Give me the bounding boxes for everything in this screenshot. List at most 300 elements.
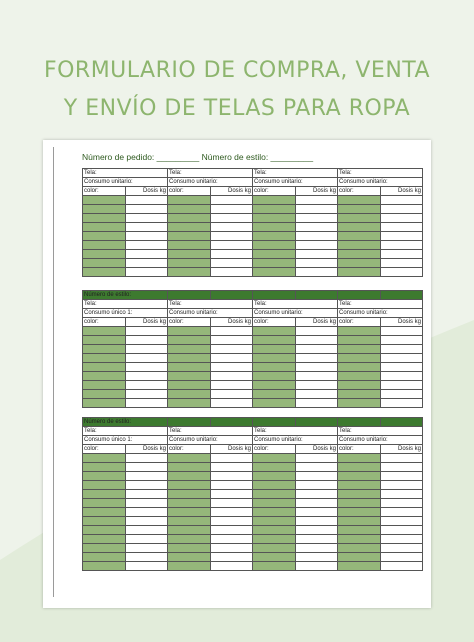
fabric-row <box>83 169 423 178</box>
dose-cell[interactable] <box>295 372 338 381</box>
color-cell[interactable] <box>338 517 381 526</box>
dose-cell[interactable] <box>380 526 423 535</box>
color-cell[interactable] <box>253 327 296 336</box>
dose-cell[interactable] <box>380 223 423 232</box>
dose-header: Dosis kg <box>210 445 253 454</box>
data-row <box>83 196 423 205</box>
color-cell[interactable] <box>338 354 381 363</box>
color-cell[interactable] <box>253 499 296 508</box>
dose-cell[interactable] <box>210 481 253 490</box>
color-cell[interactable] <box>253 345 296 354</box>
dose-cell[interactable] <box>125 214 168 223</box>
dose-cell[interactable] <box>125 268 168 277</box>
color-cell[interactable] <box>168 454 211 463</box>
color-cell[interactable] <box>168 223 211 232</box>
dose-cell[interactable] <box>295 399 338 408</box>
color-cell[interactable] <box>83 481 126 490</box>
dose-header: Dosis kg <box>295 318 338 327</box>
dose-cell[interactable] <box>125 517 168 526</box>
color-cell[interactable] <box>338 381 381 390</box>
dose-cell[interactable] <box>210 363 253 372</box>
color-cell[interactable] <box>253 526 296 535</box>
color-cell[interactable] <box>168 490 211 499</box>
dose-cell[interactable] <box>380 354 423 363</box>
color-cell[interactable] <box>168 214 211 223</box>
color-cell[interactable] <box>168 562 211 571</box>
color-cell[interactable] <box>83 354 126 363</box>
data-row <box>83 562 423 571</box>
consumption-field[interactable]: Consumo unitario: <box>253 178 338 187</box>
color-cell[interactable] <box>83 268 126 277</box>
color-cell[interactable] <box>168 390 211 399</box>
dose-cell[interactable] <box>125 372 168 381</box>
dose-cell[interactable] <box>210 250 253 259</box>
consumption-field[interactable]: Consumo unitario: <box>168 178 253 187</box>
color-cell[interactable] <box>338 196 381 205</box>
data-row <box>83 390 423 399</box>
dose-cell[interactable] <box>380 535 423 544</box>
color-cell[interactable] <box>83 223 126 232</box>
fabric-field[interactable]: Tela: <box>83 169 168 178</box>
color-cell[interactable] <box>168 481 211 490</box>
dose-cell[interactable] <box>210 472 253 481</box>
color-cell[interactable] <box>253 354 296 363</box>
color-cell[interactable] <box>168 372 211 381</box>
dose-cell[interactable] <box>380 241 423 250</box>
style-bar-label[interactable]: Número de estilo: <box>83 291 168 300</box>
dose-cell[interactable] <box>380 390 423 399</box>
color-cell[interactable] <box>83 535 126 544</box>
order-number-field[interactable]: Número de pedido: _________ <box>82 152 200 162</box>
dose-cell[interactable] <box>125 390 168 399</box>
color-cell[interactable] <box>338 526 381 535</box>
dose-cell[interactable] <box>295 508 338 517</box>
dose-cell[interactable] <box>210 268 253 277</box>
color-cell[interactable] <box>83 390 126 399</box>
dose-cell[interactable] <box>125 327 168 336</box>
style-number-field[interactable]: Número de estilo: _________ <box>201 152 314 162</box>
fabric-table <box>82 290 423 408</box>
dose-cell[interactable] <box>125 526 168 535</box>
color-cell[interactable] <box>253 363 296 372</box>
dose-cell[interactable] <box>295 363 338 372</box>
dose-cell[interactable] <box>210 526 253 535</box>
dose-cell[interactable] <box>210 223 253 232</box>
color-cell[interactable] <box>168 517 211 526</box>
color-cell[interactable] <box>83 336 126 345</box>
color-cell[interactable] <box>338 223 381 232</box>
dose-cell[interactable] <box>295 250 338 259</box>
color-cell[interactable] <box>253 205 296 214</box>
color-cell[interactable] <box>83 241 126 250</box>
fabric-field[interactable]: Tela: <box>168 300 253 309</box>
color-cell[interactable] <box>168 399 211 408</box>
dose-cell[interactable] <box>295 336 338 345</box>
color-cell[interactable] <box>83 399 126 408</box>
color-cell[interactable] <box>83 327 126 336</box>
dose-cell[interactable] <box>210 390 253 399</box>
dose-cell[interactable] <box>380 232 423 241</box>
dose-cell[interactable] <box>380 205 423 214</box>
data-row <box>83 481 423 490</box>
color-cell[interactable] <box>253 544 296 553</box>
color-cell[interactable] <box>338 454 381 463</box>
consumption-row <box>83 436 423 445</box>
consumption-field[interactable]: Consumo único 1: <box>83 309 168 318</box>
dose-cell[interactable] <box>295 390 338 399</box>
dose-cell[interactable] <box>380 399 423 408</box>
consumption-field[interactable]: Consumo unitario: <box>253 436 338 445</box>
data-row <box>83 463 423 472</box>
dose-cell[interactable] <box>125 381 168 390</box>
dose-cell[interactable] <box>125 553 168 562</box>
dose-cell[interactable] <box>380 372 423 381</box>
dose-cell[interactable] <box>380 517 423 526</box>
consumption-field[interactable]: Consumo unitario: <box>168 309 253 318</box>
color-cell[interactable] <box>338 499 381 508</box>
data-row <box>83 363 423 372</box>
dose-cell[interactable] <box>380 336 423 345</box>
dose-cell[interactable] <box>295 196 338 205</box>
dose-cell[interactable] <box>380 472 423 481</box>
color-cell[interactable] <box>253 372 296 381</box>
color-cell[interactable] <box>168 196 211 205</box>
color-cell[interactable] <box>83 381 126 390</box>
dose-cell[interactable] <box>295 553 338 562</box>
color-dose-header-row <box>83 445 423 454</box>
consumption-field[interactable]: Consumo unitario: <box>338 309 423 318</box>
dose-cell[interactable] <box>210 499 253 508</box>
dose-cell[interactable] <box>380 562 423 571</box>
color-cell[interactable] <box>338 336 381 345</box>
dose-cell[interactable] <box>210 517 253 526</box>
dose-cell[interactable] <box>295 463 338 472</box>
dose-cell[interactable] <box>210 345 253 354</box>
fabric-field[interactable]: Tela: <box>168 169 253 178</box>
dose-cell[interactable] <box>125 354 168 363</box>
color-cell[interactable] <box>83 232 126 241</box>
color-cell[interactable] <box>338 390 381 399</box>
dose-cell[interactable] <box>380 454 423 463</box>
color-cell[interactable] <box>338 241 381 250</box>
color-cell[interactable] <box>83 372 126 381</box>
color-cell[interactable] <box>168 354 211 363</box>
fabric-field[interactable]: Tela: <box>338 427 423 436</box>
color-cell[interactable] <box>168 250 211 259</box>
dose-cell[interactable] <box>380 268 423 277</box>
dose-header: Dosis kg <box>380 318 423 327</box>
color-cell[interactable] <box>168 535 211 544</box>
dose-cell[interactable] <box>125 481 168 490</box>
dose-cell[interactable] <box>295 454 338 463</box>
consumption-row <box>83 178 423 187</box>
dose-cell[interactable] <box>295 562 338 571</box>
color-cell[interactable] <box>83 250 126 259</box>
color-cell[interactable] <box>168 205 211 214</box>
color-cell[interactable] <box>253 214 296 223</box>
dose-cell[interactable] <box>210 336 253 345</box>
color-cell[interactable] <box>168 336 211 345</box>
color-cell[interactable] <box>253 535 296 544</box>
data-row <box>83 472 423 481</box>
dose-cell[interactable] <box>295 205 338 214</box>
dose-cell[interactable] <box>295 526 338 535</box>
fabric-field[interactable]: Tela: <box>338 300 423 309</box>
color-header: color: <box>338 187 381 196</box>
color-cell[interactable] <box>253 268 296 277</box>
dose-cell[interactable] <box>210 381 253 390</box>
dose-cell[interactable] <box>125 544 168 553</box>
color-cell[interactable] <box>253 553 296 562</box>
dose-cell[interactable] <box>380 259 423 268</box>
dose-cell[interactable] <box>295 481 338 490</box>
dose-cell[interactable] <box>125 196 168 205</box>
color-cell[interactable] <box>83 363 126 372</box>
dose-cell[interactable] <box>295 232 338 241</box>
dose-cell[interactable] <box>380 363 423 372</box>
consumption-field[interactable]: Consumo unitario: <box>253 309 338 318</box>
dose-cell[interactable] <box>380 250 423 259</box>
color-cell[interactable] <box>253 472 296 481</box>
dose-cell[interactable] <box>125 399 168 408</box>
color-cell[interactable] <box>168 241 211 250</box>
dose-cell[interactable] <box>210 232 253 241</box>
dose-cell[interactable] <box>125 463 168 472</box>
color-cell[interactable] <box>338 463 381 472</box>
dose-cell[interactable] <box>210 241 253 250</box>
dose-cell[interactable] <box>125 562 168 571</box>
dose-cell[interactable] <box>210 327 253 336</box>
fabric-field[interactable]: Tela: <box>253 427 338 436</box>
color-cell[interactable] <box>83 544 126 553</box>
color-cell[interactable] <box>338 214 381 223</box>
color-cell[interactable] <box>168 508 211 517</box>
color-cell[interactable] <box>253 223 296 232</box>
dose-cell[interactable] <box>125 232 168 241</box>
color-cell[interactable] <box>253 381 296 390</box>
dose-cell[interactable] <box>295 544 338 553</box>
color-cell[interactable] <box>253 250 296 259</box>
color-cell[interactable] <box>338 472 381 481</box>
dose-cell[interactable] <box>295 381 338 390</box>
dose-cell[interactable] <box>210 196 253 205</box>
dose-cell[interactable] <box>380 381 423 390</box>
dose-cell[interactable] <box>210 508 253 517</box>
color-cell[interactable] <box>338 345 381 354</box>
color-cell[interactable] <box>168 268 211 277</box>
color-cell[interactable] <box>83 214 126 223</box>
color-cell[interactable] <box>168 544 211 553</box>
color-cell[interactable] <box>338 372 381 381</box>
color-cell[interactable] <box>253 196 296 205</box>
dose-cell[interactable] <box>210 399 253 408</box>
color-cell[interactable] <box>168 345 211 354</box>
color-cell[interactable] <box>253 517 296 526</box>
dose-cell[interactable] <box>210 544 253 553</box>
color-cell[interactable] <box>83 499 126 508</box>
color-cell[interactable] <box>253 490 296 499</box>
color-cell[interactable] <box>168 232 211 241</box>
consumption-field[interactable]: Consumo unitario: <box>168 436 253 445</box>
dose-cell[interactable] <box>210 259 253 268</box>
dose-cell[interactable] <box>380 327 423 336</box>
color-cell[interactable] <box>338 562 381 571</box>
color-cell[interactable] <box>338 481 381 490</box>
fabric-field[interactable]: Tela: <box>338 169 423 178</box>
fabric-field[interactable]: Tela: <box>168 427 253 436</box>
dose-cell[interactable] <box>295 472 338 481</box>
dose-cell[interactable] <box>210 553 253 562</box>
dose-cell[interactable] <box>295 241 338 250</box>
style-bar-label[interactable]: Número de estilo: <box>83 418 168 427</box>
dose-cell[interactable] <box>125 259 168 268</box>
color-cell[interactable] <box>338 544 381 553</box>
color-cell[interactable] <box>338 399 381 408</box>
dose-cell[interactable] <box>210 214 253 223</box>
color-cell[interactable] <box>168 259 211 268</box>
dose-cell[interactable] <box>380 544 423 553</box>
dose-cell[interactable] <box>210 562 253 571</box>
dose-cell[interactable] <box>295 327 338 336</box>
data-row <box>83 327 423 336</box>
color-cell[interactable] <box>83 345 126 354</box>
dose-cell[interactable] <box>210 490 253 499</box>
dose-cell[interactable] <box>295 214 338 223</box>
dose-cell[interactable] <box>295 490 338 499</box>
data-row <box>83 454 423 463</box>
dose-cell[interactable] <box>210 463 253 472</box>
dose-cell[interactable] <box>380 553 423 562</box>
color-cell[interactable] <box>83 472 126 481</box>
dose-cell[interactable] <box>125 250 168 259</box>
color-cell[interactable] <box>338 535 381 544</box>
dose-cell[interactable] <box>380 508 423 517</box>
data-row <box>83 223 423 232</box>
color-cell[interactable] <box>83 553 126 562</box>
color-cell[interactable] <box>253 463 296 472</box>
color-cell[interactable] <box>168 381 211 390</box>
color-cell[interactable] <box>253 390 296 399</box>
color-cell[interactable] <box>83 454 126 463</box>
color-cell[interactable] <box>168 553 211 562</box>
dose-header: Dosis kg <box>380 187 423 196</box>
dose-cell[interactable] <box>380 345 423 354</box>
color-cell[interactable] <box>253 454 296 463</box>
dose-cell[interactable] <box>295 345 338 354</box>
dose-cell[interactable] <box>210 535 253 544</box>
color-cell[interactable] <box>253 241 296 250</box>
color-cell[interactable] <box>253 562 296 571</box>
color-cell[interactable] <box>253 399 296 408</box>
dose-cell[interactable] <box>380 499 423 508</box>
color-cell[interactable] <box>253 336 296 345</box>
dose-cell[interactable] <box>125 535 168 544</box>
dose-cell[interactable] <box>125 345 168 354</box>
consumption-field[interactable]: Consumo unitario: <box>338 436 423 445</box>
style-bar-cell <box>210 418 253 427</box>
color-cell[interactable] <box>168 472 211 481</box>
fabric-field[interactable]: Tela: <box>83 427 168 436</box>
dose-cell[interactable] <box>210 205 253 214</box>
dose-cell[interactable] <box>125 205 168 214</box>
color-cell[interactable] <box>83 526 126 535</box>
dose-cell[interactable] <box>125 472 168 481</box>
color-cell[interactable] <box>83 259 126 268</box>
color-cell[interactable] <box>253 259 296 268</box>
dose-cell[interactable] <box>125 508 168 517</box>
color-cell[interactable] <box>83 562 126 571</box>
color-cell[interactable] <box>83 463 126 472</box>
dose-cell[interactable] <box>295 517 338 526</box>
dose-cell[interactable] <box>295 499 338 508</box>
dose-cell[interactable] <box>380 196 423 205</box>
dose-cell[interactable] <box>380 481 423 490</box>
consumption-field[interactable]: Consumo unitario: <box>338 178 423 187</box>
color-cell[interactable] <box>338 363 381 372</box>
color-cell[interactable] <box>168 463 211 472</box>
dose-cell[interactable] <box>380 490 423 499</box>
color-cell[interactable] <box>253 508 296 517</box>
color-cell[interactable] <box>83 517 126 526</box>
dose-cell[interactable] <box>125 363 168 372</box>
color-cell[interactable] <box>253 232 296 241</box>
color-cell[interactable] <box>83 196 126 205</box>
dose-cell[interactable] <box>210 354 253 363</box>
color-cell[interactable] <box>168 363 211 372</box>
color-cell[interactable] <box>253 481 296 490</box>
dose-cell[interactable] <box>125 241 168 250</box>
dose-cell[interactable] <box>295 354 338 363</box>
dose-cell[interactable] <box>210 372 253 381</box>
data-row <box>83 241 423 250</box>
color-cell[interactable] <box>338 327 381 336</box>
color-cell[interactable] <box>338 508 381 517</box>
dose-cell[interactable] <box>125 336 168 345</box>
color-cell[interactable] <box>83 205 126 214</box>
consumption-field[interactable]: Consumo unitario: <box>83 178 168 187</box>
fabric-field[interactable]: Tela: <box>83 300 168 309</box>
color-cell[interactable] <box>168 327 211 336</box>
dose-cell[interactable] <box>295 259 338 268</box>
color-cell[interactable] <box>338 268 381 277</box>
fabric-field[interactable]: Tela: <box>253 169 338 178</box>
color-cell[interactable] <box>338 232 381 241</box>
dose-cell[interactable] <box>380 214 423 223</box>
dose-cell[interactable] <box>295 268 338 277</box>
fabric-row <box>83 427 423 436</box>
consumption-field[interactable]: Consumo único 1: <box>83 436 168 445</box>
color-cell[interactable] <box>83 508 126 517</box>
fabric-field[interactable]: Tela: <box>253 300 338 309</box>
color-cell[interactable] <box>338 205 381 214</box>
dose-cell[interactable] <box>125 499 168 508</box>
color-cell[interactable] <box>338 490 381 499</box>
color-cell[interactable] <box>338 259 381 268</box>
color-cell[interactable] <box>338 250 381 259</box>
dose-cell[interactable] <box>295 535 338 544</box>
dose-cell[interactable] <box>295 223 338 232</box>
dose-cell[interactable] <box>380 463 423 472</box>
dose-cell[interactable] <box>210 454 253 463</box>
style-bar-cell <box>338 418 381 427</box>
dose-cell[interactable] <box>125 223 168 232</box>
color-cell[interactable] <box>168 526 211 535</box>
color-cell[interactable] <box>83 490 126 499</box>
color-cell[interactable] <box>168 499 211 508</box>
dose-cell[interactable] <box>125 490 168 499</box>
color-cell[interactable] <box>338 553 381 562</box>
dose-cell[interactable] <box>125 454 168 463</box>
